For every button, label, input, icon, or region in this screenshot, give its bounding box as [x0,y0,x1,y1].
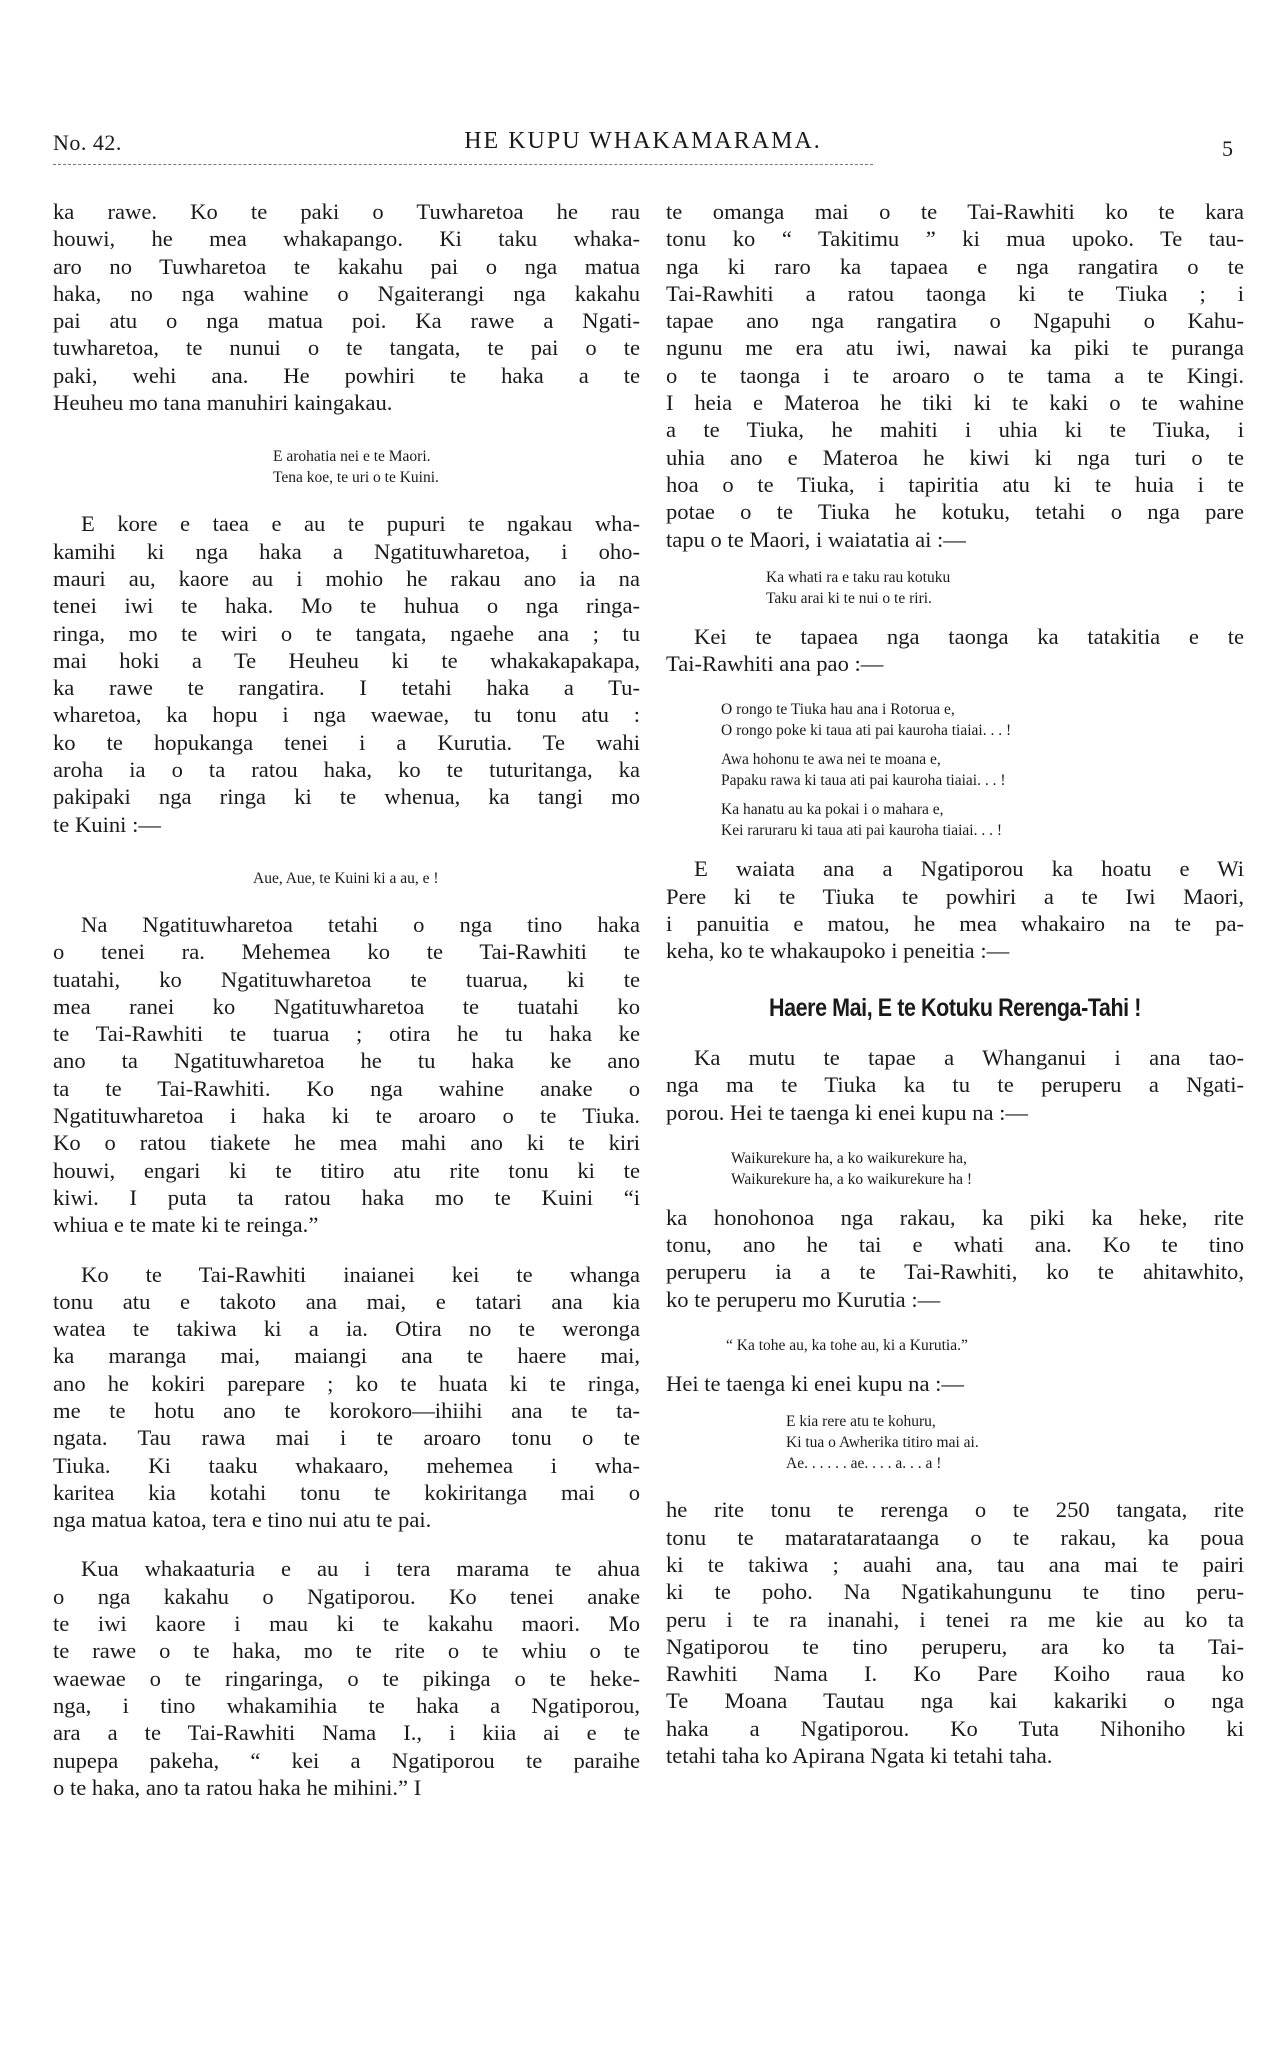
stanza [721,749,1244,791]
header-rule [53,164,873,165]
text-line: aro no Tuwharetoa te kakahu pai o nga matua [53,253,640,279]
text-line: hoa o te Tiuka, i tapiritia atu ki te huia i te [666,471,1244,497]
paragraph [666,1370,1244,1397]
verse-line: “ Ka tohe au, ka tohe au, ki a Kurutia.” [726,1337,968,1355]
text-line: o tenei ra. Mehemea ko te Tai-Rawhiti te [53,939,640,965]
text-line: waewae o te ringaringa, o te pikinga o te heke- [53,1665,640,1691]
text-line: ka rawe te rangatira. I tetahi haka a Tu- [53,675,640,701]
text-line: watea te takiwa ki a ia. Otira no te weronga [53,1316,640,1342]
text-line: ngata. Tau rawa mai i te aroaro tonu o te [53,1425,640,1451]
text-line: ka honohonoa nga rakau, ka piki ka heke, rite [666,1204,1244,1230]
text-line: paki, wehi ana. He powhiri te haka a te [53,362,640,388]
text-line: kiwi. I puta ta ratou haka mo te Kuini “i [53,1184,640,1210]
text-line: ka maranga mai, maiangi ana te haere mai, [53,1343,640,1369]
page-number: 5 [1222,136,1233,161]
verse [53,446,640,488]
verse [666,1148,1244,1190]
paragraph [666,855,1244,964]
verse-line: E kia rere atu te kohuru, [786,1413,936,1431]
text-line: tonu ko “ Takitimu ” ki mua upoko. Te tau- [666,226,1244,252]
text-line: ko te peruperu mo Kurutia :— [666,1286,941,1312]
verse-line: Papaku rawa ki taua ati pai kauroha tiaiai. . . ! [721,772,1006,790]
text-line: Na Ngatituwharetoa tetahi o nga tino haka [81,911,640,937]
text-line: Rawhiti Nama I. Ko Pare Koiho raua ko [666,1661,1244,1687]
text-line: tonu, ano he tai e whati ana. Ko te tino [666,1232,1244,1258]
text-line: Heuheu mo tana manuhiri kaingakau. [53,390,393,416]
text-line: ngunu me era atu iwi, nawai ka piki te puranga [666,335,1244,361]
text-line: Ko te Tai-Rawhiti inaianei kei te whanga [81,1261,640,1287]
text-line: tuatahi, ko Ngatituwharetoa te tuarua, ki te [53,966,640,992]
text-line: nupepa pakeha, “ kei a Ngatiporou te paraihe [53,1747,640,1773]
verse-line: Ka hanatu au ka pokai i o mahara e, [721,801,944,819]
text-line: o nga kakahu o Ngatiporou. Ko tenei anake [53,1583,640,1609]
text-line: houwi, he mea whakapango. Ki taku whaka- [53,226,640,252]
text-line: tapu o te Maori, i waiatatia ai :— [666,526,966,552]
verse-line: Ka whati ra e taku rau kotuku [766,568,951,586]
text-line: porou. Hei te taenga ki enei kupu na :— [666,1099,1029,1125]
verse-line: O rongo te Tiuka hau ana i Rotorua e, [721,701,955,719]
text-line: ringa, mo te wiri o te tangata, ngaehe ana ; tu [53,620,640,646]
verse-line: E arohatia nei e te Maori. [273,448,431,466]
text-line: haka a Ngatiporou. Ko Tuta Nihoniho ki [666,1715,1244,1741]
text-line: te rawe o te haka, mo te rite o te whiu o te [53,1638,640,1664]
text-line: te iwi kaore i mau ki te kakahu maori. Mo [53,1611,640,1637]
verse-line: Kei raruraru ki taua ati pai kauroha tiaiai. . . ! [721,822,1003,840]
paragraph [53,1261,640,1534]
text-line: kamihi ki nga haka a Ngatituwharetoa, i oho- [53,538,640,564]
text-line: Ka mutu te tapae a Whanganui i ana tao- [694,1044,1244,1070]
text-line: a te Tiuka, he mahiti i uhia ki te Tiuka, i [666,417,1244,443]
text-line: mai hoki a Te Heuheu ki te whakakapakapa, [53,647,640,673]
text-line: nga ki raro ka tapaea e nga rangatira o te [666,253,1244,279]
verse [53,868,640,889]
text-line: he rite tonu te rerenga o te 250 tangata, rite [666,1497,1244,1523]
paragraph [53,510,640,838]
paragraph [53,1555,640,1801]
verse [666,1411,1244,1474]
text-line: nga matua katoa, tera e tino nui atu te pai. [53,1507,432,1533]
text-line: ta te Tai-Rawhiti. Ko nga wahine anake o [53,1075,640,1101]
text-line: E kore e taea e au te pupuri te ngakau wha- [81,511,640,537]
text-line: mea ranei ko Ngatituwharetoa te tuatahi ko [53,993,640,1019]
text-line: tenei iwi te haka. Mo te huhua o nga ringa- [53,593,640,619]
text-line: keha, ko te whakaupoko i peneitia :— [666,938,1010,964]
verse-line: Aue, Aue, te Kuini ki a au, e ! [253,869,439,887]
text-line: potae o te Tiuka he kotuku, tetahi o nga pare [666,499,1244,525]
paragraph [53,198,640,416]
verse [666,1335,1244,1356]
text-line: Te Moana Tautau nga kai kakariki o nga [666,1688,1244,1714]
text-line: Tai-Rawhiti ana pao :— [666,651,884,677]
text-line: Hei te taenga ki enei kupu na :— [666,1371,965,1397]
text-line: tonu atu e takoto ana mai, e tatari ana kia [53,1288,640,1314]
text-line: ara a te Tai-Rawhiti Nama I., i kiia ai e te [53,1720,640,1746]
text-line: te Kuini :— [53,811,161,837]
text-line: uhia ano e Materoa he kiwi ki nga turi o te [666,444,1244,470]
page-header [53,122,1233,162]
verse [666,699,1244,841]
text-line: Kei te tapaea nga taonga ka tatakitia e te [694,623,1244,649]
text-line: o te haka, ano ta ratou haka he mihini.” I [53,1774,422,1800]
paragraph [666,623,1244,678]
text-line: tonu te mataratarataanga o te rakau, ka poua [666,1524,1244,1550]
verse-line: Awa hohonu te awa nei te moana e, [721,751,941,769]
publication-title: HE KUPU WHAKAMARAMA. [464,128,822,154]
text-line: Ngatiporou te tino peruperu, ara ko ta Tai- [666,1633,1244,1659]
text-line: wharetoa, ka hopu i nga waewae, tu tonu atu : [53,702,640,728]
text-line: ki te poho. Na Ngatikahungunu te tino peru- [666,1579,1244,1605]
text-line: o te taonga i te aroaro o te tama a te Kingi. [666,362,1244,388]
text-line: ano he kokiri parepare ; ko te huata ki te ringa, [53,1370,640,1396]
text-line: pakipaki nga ringa ki te whenua, ka tangi mo [53,784,640,810]
text-line: pai atu o nga matua poi. Ka rawe a Ngati- [53,308,640,334]
verse-line: Tena koe, te uri o te Kuini. [273,469,439,487]
paragraph [53,911,640,1239]
verse-line: Waikurekure ha, a ko waikurekure ha ! [731,1170,973,1188]
text-line: Kua whakaaturia e au i tera marama te ahua [81,1556,640,1582]
paragraph [666,1044,1244,1126]
text-line: mauri au, kaore au i mohio he rakau ano ia na [53,565,640,591]
text-line: E waiata ana a Ngatiporou ka hoatu e Wi [694,856,1244,882]
paragraph [666,1496,1244,1769]
text-line: Pere ki te Tiuka te powhiri a te Iwi Maori, [666,883,1244,909]
text-line: peruperu ia a te Tai-Rawhiti, ko te ahitawhito, [666,1259,1244,1285]
text-line: whiua e te mate ki te reinga.” [53,1212,319,1238]
text-line: nga ma te Tiuka ka tu te peruperu a Ngati- [666,1072,1244,1098]
text-line: te Tai-Rawhiti te tuarua ; otira he tu haka ke [53,1021,640,1047]
text-line: ko te hopukanga tenei i a Kurutia. Te wahi [53,729,640,755]
text-line: Tiuka. Ki taaku whakaaro, mehemea i wha- [53,1452,640,1478]
verse-line: O rongo poke ki taua ati pai kauroha tiaiai. . . ! [721,722,1012,740]
verse [666,567,1244,609]
section-heading: Haere Mai, E te Kotuku Rerenga-Tahi ! [769,993,1141,1022]
text-line: I heia e Materoa he tiki ki te kaki o te wahine [666,390,1244,416]
text-line: Tai-Rawhiti a ratou taonga ki te Tiuka ; i [666,280,1244,306]
paragraph [666,1204,1244,1313]
right-column [666,198,1244,1769]
text-line: houwi, engari ki te titiro atu rite tonu ki te [53,1157,640,1183]
text-line: ki te takiwa ; auahi ana, tau ana mai te pairi [666,1551,1244,1577]
stanza [721,699,1244,741]
text-line: tuwharetoa, te nunui o te tangata, te pai o te [53,335,640,361]
text-line: Ko o ratou tiakete he mea mahi ano ki te kiri [53,1130,640,1156]
text-line: karitea kia kotahi tonu te kokiritanga mai o [53,1479,640,1505]
text-line: Ngatituwharetoa i haka ki te aroaro o te Tiuka. [53,1103,640,1129]
text-line: tapae ano nga rangatira o Ngapuhi o Kahu- [666,308,1244,334]
verse-line: Waikurekure ha, a ko waikurekure ha, [731,1149,967,1167]
paragraph [666,198,1244,553]
text-line: i panuitia e matou, he mea whakairo na te pa- [666,911,1244,937]
text-line: me te hotu ano te korokoro—ihiihi ana te ta- [53,1397,640,1423]
text-line: aroha ia o ta ratou haka, ko te tuturitanga, ka [53,757,640,783]
verse-line: Ae. . . . . . ae. . . . a. . . a ! [786,1455,942,1473]
text-line: nga, i tino whakamihia te haka a Ngatiporou, [53,1692,640,1718]
verse-line: Taku arai ki te nui o te riri. [766,589,932,607]
text-line: ka rawe. Ko te paki o Tuwharetoa he rau [53,199,640,224]
text-line: te omanga mai o te Tai-Rawhiti ko te kara [666,199,1244,224]
text-line: peru i te ra inanahi, i tenei ra me kie au ko ta [666,1606,1244,1632]
left-column [53,198,640,1801]
text-line: tetahi taha ko Apirana Ngata ki tetahi taha. [666,1742,1053,1768]
text-line: haka, no nga wahine o Ngaiterangi nga kakahu [53,280,640,306]
verse-line: Ki tua o Awherika titiro mai ai. [786,1434,979,1452]
issue-number: No. 42. [53,130,122,155]
text-line: ano ta Ngatituwharetoa he tu haka ke ano [53,1048,640,1074]
stanza [721,799,1244,841]
